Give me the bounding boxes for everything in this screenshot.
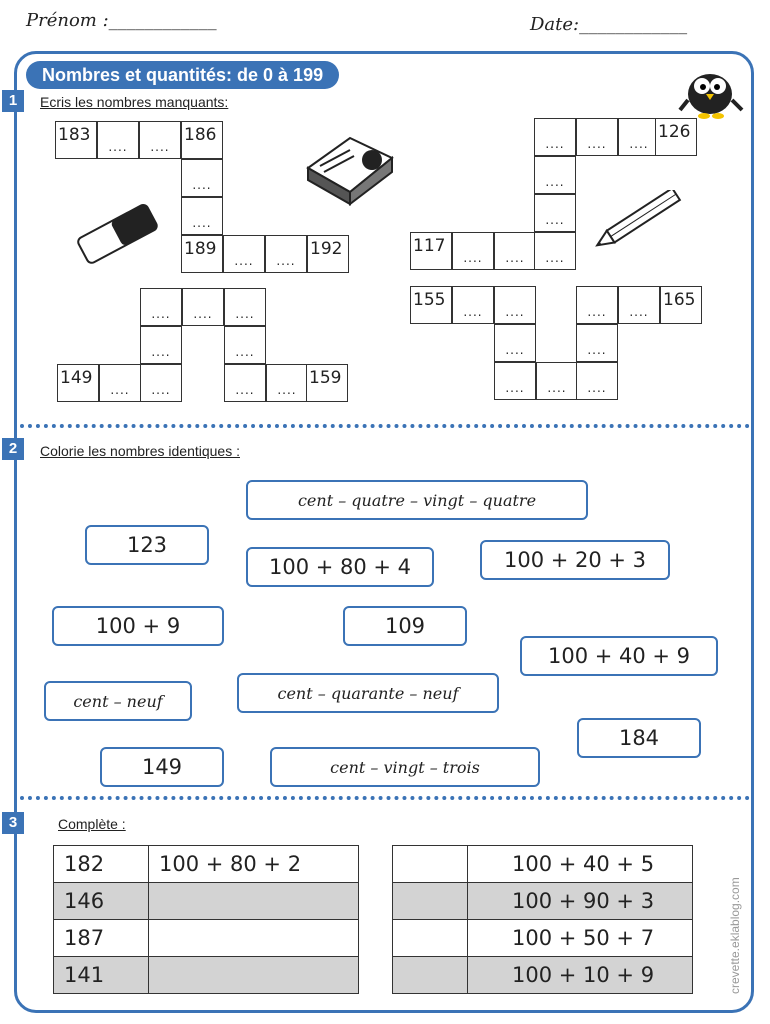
puzzle-dots: .... — [545, 213, 565, 227]
puzzle-blank-cell[interactable] — [494, 362, 536, 400]
puzzle-blank-cell[interactable] — [618, 286, 660, 324]
puzzle-dots: .... — [234, 254, 254, 268]
puzzle-dots: .... — [505, 381, 525, 395]
puzzle-number-cell — [655, 118, 697, 156]
puzzle-dots: .... — [193, 307, 213, 321]
puzzle-dots: .... — [108, 140, 128, 154]
table-cell: 100 + 10 + 9 — [468, 957, 693, 994]
answer-cell[interactable] — [393, 957, 468, 994]
table-cell: 141 — [54, 957, 149, 994]
puzzle-blank-cell[interactable] — [139, 121, 181, 159]
section-2-instruction: Colorie les nombres identiques : — [40, 443, 240, 459]
puzzle-blank-cell[interactable] — [181, 197, 223, 235]
puzzle-number: 159 — [309, 368, 342, 388]
puzzle-dots: .... — [150, 140, 170, 154]
prenom-label: Prénom :____________ — [26, 10, 217, 31]
puzzle-blank-cell[interactable] — [452, 232, 494, 270]
table-cell: 100 + 50 + 7 — [468, 920, 693, 957]
puzzle-dots: .... — [235, 383, 255, 397]
puzzle-dots: .... — [629, 137, 649, 151]
answer-cell[interactable] — [149, 920, 359, 957]
puzzle-blank-cell[interactable] — [534, 194, 576, 232]
table-cell: 100 + 90 + 3 — [468, 883, 693, 920]
puzzle-number: 155 — [413, 290, 446, 310]
puzzle-blank-cell[interactable] — [224, 288, 266, 326]
puzzle-blank-cell[interactable] — [182, 288, 224, 326]
puzzle-blank-cell[interactable] — [618, 118, 660, 156]
puzzle-dots: .... — [545, 137, 565, 151]
puzzle-dots: .... — [151, 345, 171, 359]
match-box[interactable]: cent – vingt – trois — [270, 747, 540, 787]
puzzle-dots: .... — [463, 305, 483, 319]
puzzle-dots: .... — [547, 381, 567, 395]
section-number-1: 1 — [2, 90, 24, 112]
match-box[interactable]: 100 + 40 + 9 — [520, 636, 718, 676]
complete-table-right — [392, 845, 693, 994]
puzzle-number: 126 — [658, 122, 691, 142]
puzzle-number: 186 — [184, 125, 217, 145]
section-3-instruction: Complète : — [58, 816, 126, 832]
puzzle-dots: .... — [276, 254, 296, 268]
puzzle-blank-cell[interactable] — [97, 121, 139, 159]
section-1-instruction: Ecris les nombres manquants: — [40, 94, 229, 110]
puzzle-blank-cell[interactable] — [140, 326, 182, 364]
puzzle-dots: .... — [110, 383, 130, 397]
puzzle-blank-cell[interactable] — [494, 286, 536, 324]
puzzle-number-cell — [410, 232, 452, 270]
match-box[interactable]: cent – neuf — [44, 681, 192, 721]
pencil-icon — [588, 190, 688, 250]
puzzle-number: 189 — [184, 239, 217, 259]
match-box[interactable]: 123 — [85, 525, 209, 565]
table-cell: 146 — [54, 883, 149, 920]
bird-icon — [678, 62, 744, 120]
section-number-3: 3 — [2, 812, 24, 834]
separator — [20, 424, 750, 428]
puzzle-dots: .... — [587, 137, 607, 151]
puzzle-number-cell — [307, 235, 349, 273]
puzzle-number-cell — [306, 364, 348, 402]
puzzle-dots: .... — [235, 345, 255, 359]
puzzle-dots: .... — [587, 305, 607, 319]
puzzle-blank-cell[interactable] — [181, 159, 223, 197]
match-box[interactable]: 109 — [343, 606, 467, 646]
puzzle-dots: .... — [545, 175, 565, 189]
puzzle-dots: .... — [151, 307, 171, 321]
puzzle-number-cell — [57, 364, 99, 402]
puzzle-dots: .... — [192, 178, 212, 192]
match-box[interactable]: cent – quatre – vingt – quatre — [246, 480, 588, 520]
puzzle-blank-cell[interactable] — [452, 286, 494, 324]
puzzle-number-cell — [410, 286, 452, 324]
table-cell: 187 — [54, 920, 149, 957]
eraser-icon — [72, 198, 162, 268]
puzzle-dots: .... — [151, 383, 171, 397]
puzzle-number-cell — [181, 121, 223, 159]
watermark: crevette.eklablog.com — [728, 877, 742, 994]
table-cell: 182 — [54, 846, 149, 883]
puzzle-blank-cell[interactable] — [536, 362, 578, 400]
puzzle-blank-cell[interactable] — [494, 232, 536, 270]
match-box[interactable]: 184 — [577, 718, 701, 758]
puzzle-blank-cell[interactable] — [576, 362, 618, 400]
match-box[interactable]: 100 + 20 + 3 — [480, 540, 670, 580]
puzzle-number: 149 — [60, 368, 93, 388]
puzzle-dots: .... — [587, 343, 607, 357]
section-number-2: 2 — [2, 438, 24, 460]
puzzle-number: 192 — [310, 239, 343, 259]
puzzle-blank-cell[interactable] — [534, 156, 576, 194]
puzzle-number-cell — [660, 286, 702, 324]
puzzle-blank-cell[interactable] — [140, 288, 182, 326]
puzzle-number-cell — [181, 235, 223, 273]
puzzle-dots: .... — [235, 307, 255, 321]
puzzle-blank-cell[interactable] — [224, 364, 266, 402]
puzzle-blank-cell[interactable] — [266, 364, 308, 402]
puzzle-blank-cell[interactable] — [224, 326, 266, 364]
match-box[interactable]: 100 + 9 — [52, 606, 224, 646]
puzzle-number: 165 — [663, 290, 696, 310]
table-cell: 100 + 80 + 2 — [149, 846, 359, 883]
answer-cell[interactable] — [149, 957, 359, 994]
puzzle-number-cell — [55, 121, 97, 159]
match-box[interactable]: cent – quarante – neuf — [237, 673, 499, 713]
puzzle-dots: .... — [505, 343, 525, 357]
puzzle-blank-cell[interactable] — [576, 324, 618, 362]
puzzle-number: 183 — [58, 125, 91, 145]
puzzle-blank-cell[interactable] — [140, 364, 182, 402]
table-cell: 100 + 40 + 5 — [468, 846, 693, 883]
puzzle-blank-cell[interactable] — [99, 364, 141, 402]
puzzle-dots: .... — [505, 305, 525, 319]
puzzle-dots: .... — [545, 251, 565, 265]
answer-cell[interactable] — [149, 883, 359, 920]
match-box[interactable]: 149 — [100, 747, 224, 787]
puzzle-blank-cell[interactable] — [576, 118, 618, 156]
puzzle-blank-cell[interactable] — [265, 235, 307, 273]
separator — [20, 796, 750, 800]
answer-cell[interactable] — [393, 846, 468, 883]
puzzle-blank-cell[interactable] — [494, 324, 536, 362]
puzzle-dots: .... — [192, 216, 212, 230]
puzzle-blank-cell[interactable] — [534, 118, 576, 156]
puzzle-blank-cell[interactable] — [576, 286, 618, 324]
puzzle-dots: .... — [463, 251, 483, 265]
date-label: Date:____________ — [530, 14, 688, 35]
sharpener-icon — [300, 128, 398, 208]
complete-table-left — [53, 845, 359, 994]
puzzle-dots: .... — [277, 383, 297, 397]
puzzle-dots: .... — [505, 251, 525, 265]
match-box[interactable]: 100 + 80 + 4 — [246, 547, 434, 587]
puzzle-blank-cell[interactable] — [534, 232, 576, 270]
page-title: Nombres et quantités: de 0 à 199 — [26, 61, 339, 89]
puzzle-blank-cell[interactable] — [223, 235, 265, 273]
answer-cell[interactable] — [393, 883, 468, 920]
puzzle-dots: .... — [587, 381, 607, 395]
answer-cell[interactable] — [393, 920, 468, 957]
puzzle-dots: .... — [629, 305, 649, 319]
puzzle-number: 117 — [413, 236, 446, 256]
